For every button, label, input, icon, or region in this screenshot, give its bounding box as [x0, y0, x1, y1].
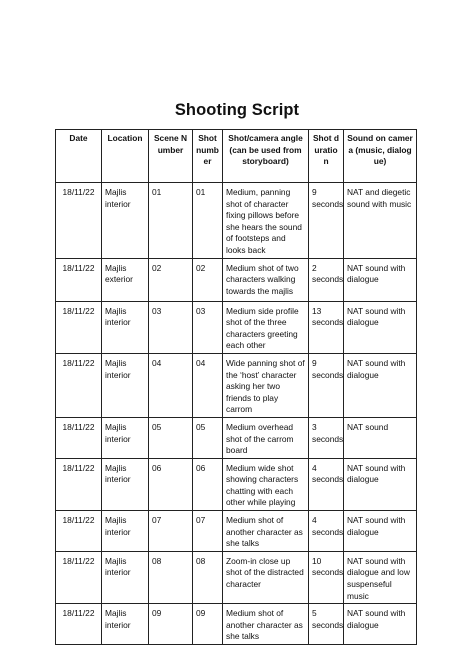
cell-shot-number: 08 [193, 551, 223, 603]
cell-scene-number: 05 [149, 417, 193, 458]
table-row [56, 183, 417, 259]
cell-date: 18/11/22 [56, 604, 102, 645]
cell-shot-duration: 4 seconds [309, 458, 344, 510]
header-shot-duration: Shot duration [309, 130, 344, 183]
cell-location: Majlis interior [102, 458, 149, 510]
cell-sound: NAT sound with dialogue [344, 511, 417, 552]
cell-shot-description: Wide panning shot of the ‘host’ character asking her two friends to play carrom [223, 353, 309, 417]
cell-scene-number: 02 [149, 258, 193, 301]
cell-shot-number: 04 [193, 353, 223, 417]
cell-shot-duration: 3 seconds [309, 417, 344, 458]
cell-shot-description: Medium, panning shot of character fixing pillows before she hears the sound of footsteps and looks back [223, 183, 309, 259]
table-row [56, 353, 417, 417]
table-row [56, 604, 417, 645]
table-row [56, 258, 417, 301]
table-row [56, 417, 417, 458]
cell-sound: NAT sound with dialogue [344, 604, 417, 645]
table-row [56, 551, 417, 603]
cell-location: Majlis interior [102, 417, 149, 458]
header-date: Date [56, 130, 102, 183]
cell-shot-duration: 2 seconds [309, 258, 344, 301]
cell-shot-number: 03 [193, 301, 223, 353]
cell-shot-duration: 4 seconds [309, 511, 344, 552]
cell-location: Majlis interior [102, 551, 149, 603]
cell-shot-number: 02 [193, 258, 223, 301]
table-row [56, 301, 417, 353]
cell-sound: NAT and diegetic sound with music [344, 183, 417, 259]
cell-scene-number: 04 [149, 353, 193, 417]
cell-shot-duration: 13 seconds [309, 301, 344, 353]
cell-scene-number: 03 [149, 301, 193, 353]
cell-location: Majlis interior [102, 183, 149, 259]
cell-shot-duration: 9 seconds [309, 183, 344, 259]
header-location: Location [102, 130, 149, 183]
cell-shot-description: Zoom-in close up shot of the distracted character [223, 551, 309, 603]
cell-shot-number: 09 [193, 604, 223, 645]
cell-shot-description: Medium wide shot showing characters chatting with each other while playing [223, 458, 309, 510]
cell-shot-duration: 5 seconds [309, 604, 344, 645]
cell-location: Majlis interior [102, 301, 149, 353]
cell-shot-description: Medium shot of another character as she talks [223, 604, 309, 645]
cell-scene-number: 06 [149, 458, 193, 510]
cell-shot-number: 05 [193, 417, 223, 458]
cell-sound: NAT sound [344, 417, 417, 458]
cell-shot-description: Medium shot of another character as she talks [223, 511, 309, 552]
cell-date: 18/11/22 [56, 353, 102, 417]
cell-date: 18/11/22 [56, 183, 102, 259]
cell-sound: NAT sound with dialogue [344, 258, 417, 301]
header-sound-on-camera: Sound on camera (music, dialogue) [344, 130, 417, 183]
cell-date: 18/11/22 [56, 551, 102, 603]
cell-date: 18/11/22 [56, 301, 102, 353]
header-shot-camera-angle: Shot/camera angle (can be used from storyboard) [223, 130, 309, 183]
cell-sound: NAT sound with dialogue and low suspenseful music [344, 551, 417, 603]
cell-scene-number: 09 [149, 604, 193, 645]
cell-shot-duration: 10 seconds [309, 551, 344, 603]
cell-scene-number: 08 [149, 551, 193, 603]
cell-shot-number: 06 [193, 458, 223, 510]
cell-scene-number: 07 [149, 511, 193, 552]
cell-shot-number: 07 [193, 511, 223, 552]
cell-sound: NAT sound with dialogue [344, 301, 417, 353]
cell-shot-description: Medium overhead shot of the carrom board [223, 417, 309, 458]
cell-shot-duration: 9 seconds [309, 353, 344, 417]
cell-scene-number: 01 [149, 183, 193, 259]
header-shot-number: Shot number [193, 130, 223, 183]
cell-sound: NAT sound with dialogue [344, 458, 417, 510]
shooting-script-table [55, 129, 417, 645]
table-row [56, 511, 417, 552]
page-title: Shooting Script [174, 101, 300, 119]
cell-shot-number: 01 [193, 183, 223, 259]
cell-location: Majlis interior [102, 604, 149, 645]
table-row [56, 458, 417, 510]
table-header-row [56, 130, 417, 183]
cell-sound: NAT sound with dialogue [344, 353, 417, 417]
cell-date: 18/11/22 [56, 417, 102, 458]
cell-date: 18/11/22 [56, 511, 102, 552]
cell-date: 18/11/22 [56, 258, 102, 301]
header-scene-number: Scene Number [149, 130, 193, 183]
cell-location: Majlis interior [102, 511, 149, 552]
cell-shot-description: Medium side profile shot of the three characters greeting each other [223, 301, 309, 353]
cell-location: Majlis exterior [102, 258, 149, 301]
cell-shot-description: Medium shot of two characters walking towards the majlis [223, 258, 309, 301]
cell-date: 18/11/22 [56, 458, 102, 510]
cell-location: Majlis interior [102, 353, 149, 417]
